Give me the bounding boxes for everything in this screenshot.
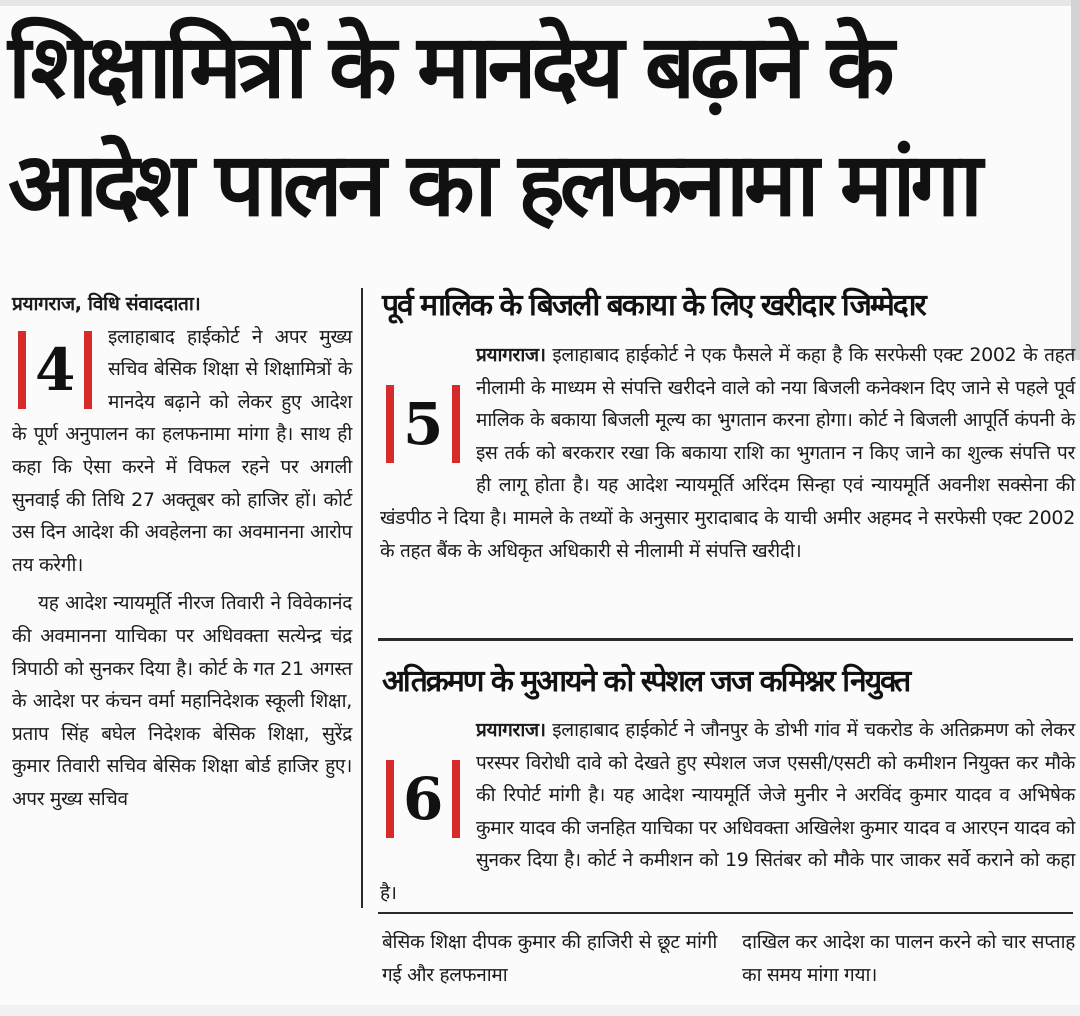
story-5-byline: प्रयागराज। — [476, 344, 546, 366]
section-divider — [378, 638, 1073, 641]
story-4-body — [12, 288, 352, 816]
story-5-number-badge — [380, 379, 466, 469]
number-bar-right — [452, 760, 460, 838]
story-4-continuation-1: बेसिक शिक्षा दीपक कुमार की हाजिरी से छूट मांगी गई और हलफनामा — [382, 931, 717, 986]
story-6-byline: प्रयागराज। — [476, 719, 546, 741]
story-6-headline: अतिक्रमण के मुआयने को स्पेशल जज कमिश्नर नियुक्त — [382, 664, 910, 699]
story-6-number: 6 — [402, 765, 444, 833]
number-bar-left — [386, 760, 394, 838]
main-headline-line-2: आदेश पालन का हलफनामा मांगा — [8, 133, 978, 236]
story-4-paragraph-1: इलाहाबाद हाईकोर्ट ने अपर मुख्य सचिव बेसिक शिक्षा से शिक्षामित्रों के मानदेय बढ़ाने को लेकर हुए आदेश के पूर्ण अनुपालन का हलफनामा मांगा है। साथ ही कहा कि ऐसा करने में विफल रहने पर अगली सुनवाई की तिथि 27 अक्तूबर को हाजिर हों। कोर्ट उस दिन आदेश की अवहेलना का अवमानना आरोप तय करेगी। — [12, 325, 352, 576]
story-5-text: इलाहाबाद हाईकोर्ट ने एक फैसले में कहा है कि सरफेसी एक्ट 2002 के तहत नीलामी के माध्यम से संपत्ति खरीदने वाले को नया बिजली कनेक्शन दिए जाने से पहले पूर्व मालिक के बकाया बिजली मूल्य का भुगतान करना होगा। कोर्ट ने बिजली आपूर्ति कंपनी के इस तर्क को बरकरार रखा कि बकाया राशि का भुगतान न किए जाने का शुल्क संपत्ति पर ही लागू होता है। यह आदेश न्यायमूर्ति अरिंदम सिन्हा एवं न्यायमूर्ति अवनीश सक्सेना की खंडपीठ ने दिया है। मामले के तथ्यों के अनुसार मुरादाबाद के याची अमीर अहमद ने सरफेसी एक्ट 2002 के तहत बैंक के अधिकृत अधिकारी से नीलामी में संपत्ति खरीदी। — [380, 344, 1075, 562]
section-divider-bottom — [378, 912, 1073, 914]
story-5-headline: पूर्व मालिक के बिजली बकाया के लिए खरीदार जिम्मेदार — [382, 288, 925, 323]
story-6-number-badge — [380, 754, 466, 844]
bottom-edge — [0, 1005, 1080, 1016]
story-5-number: 5 — [402, 390, 444, 458]
story-6-body — [380, 714, 1075, 910]
scrollbar[interactable] — [1071, 0, 1080, 360]
story-4-byline: प्रयागराज, विधि संवाददाता। — [12, 293, 201, 315]
story-4-paragraph-2: यह आदेश न्यायमूर्ति नीरज तिवारी ने विवेकानंद की अवमानना याचिका पर अधिवक्ता सत्येन्द्र चंद्र त्रिपाठी को सुनकर दिया है। कोर्ट के गत 21 अगस्त के आदेश पर कंचन वर्मा महानिदेशक स्कूली शिक्षा, प्रताप सिंह बघेल निदेशक बेसिक शिक्षा, सुरेंद्र कुमार तिवारी सचिव बेसिक शिक्षा बोर्ड हाजिर हुए। अपर मुख्य सचिव — [12, 592, 352, 810]
story-5-body — [380, 339, 1075, 567]
number-bar-left — [386, 385, 394, 463]
story-4-number-badge — [12, 325, 98, 415]
story-4-number: 4 — [34, 335, 76, 404]
story-4-continuation-2: दाखिल कर आदेश का पालन करने को चार सप्ताह का समय मांगा गया। — [742, 931, 1075, 986]
story-6-text: इलाहाबाद हाईकोर्ट ने जौनपुर के डोभी गांव में चकरोड के अतिक्रमण को लेकर परस्पर विरोधी दावे को देखते हुए स्पेशल जज एससी/एसटी को कमीशन नियुक्त कर मौके की रिपोर्ट मांगी है। यह आदेश न्यायमूर्ति जेजे मुनीर ने अरविंद कुमार यादव व अभिषेक कुमार यादव की जनहित याचिका पर अधिवक्ता अखिलेश कुमार यादव व आरएन यादव को सुनकर दिया है। कोर्ट ने कमीशन को 19 सितंबर को मौके पार जाकर सर्वे कराने को कहा है। — [380, 719, 1075, 904]
number-bar-right — [452, 385, 460, 463]
column-divider — [361, 288, 363, 908]
number-bar-left — [18, 331, 26, 409]
number-bar-right — [84, 331, 92, 409]
top-border — [0, 0, 1080, 6]
main-headline-line-1: शिक्षामित्रों के मानदेय बढ़ाने के — [8, 15, 890, 118]
